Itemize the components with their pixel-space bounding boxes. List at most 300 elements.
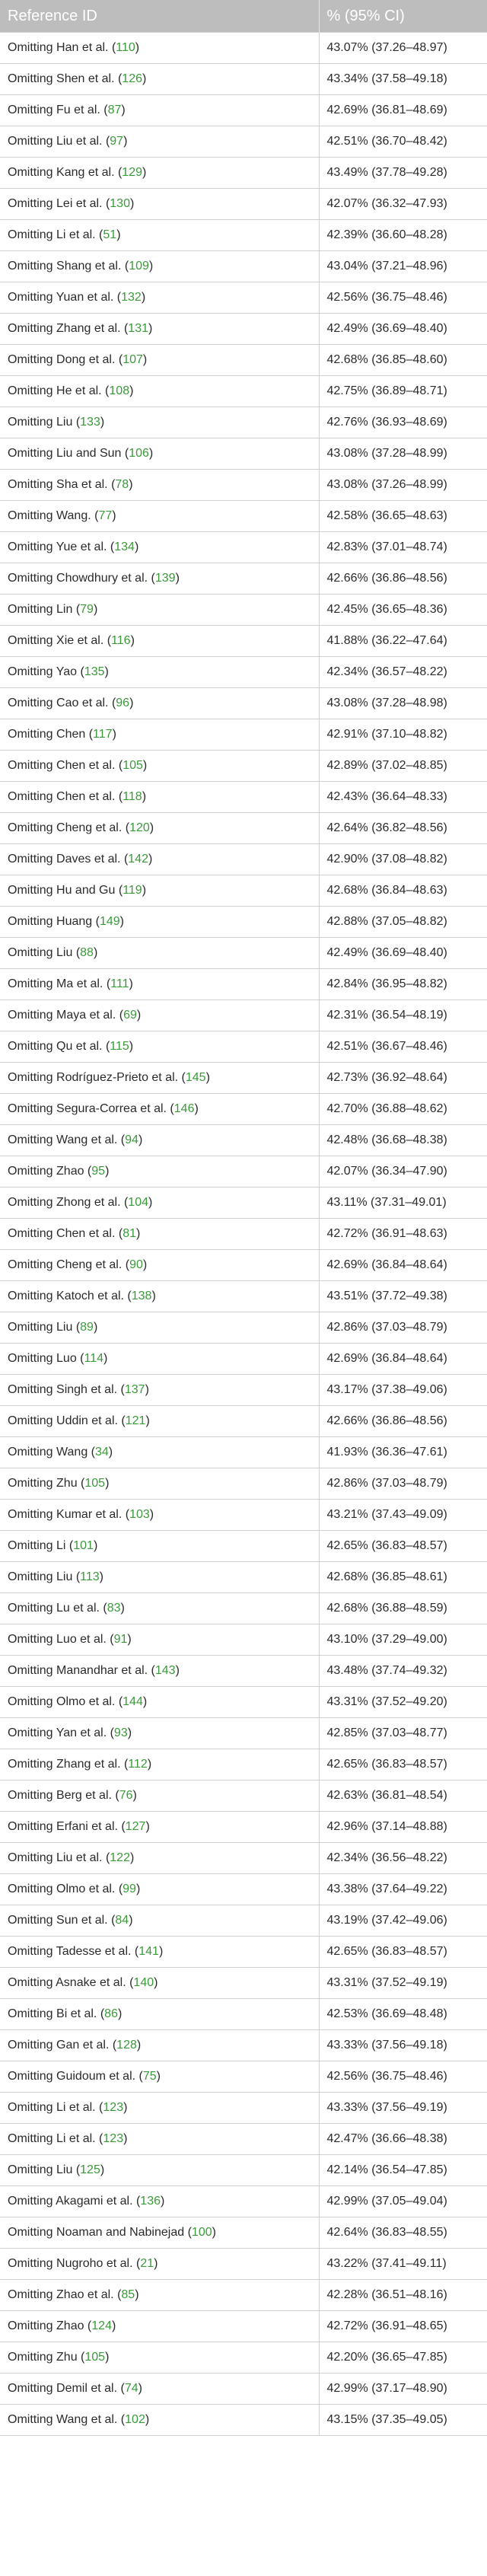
close-paren: )	[148, 853, 153, 866]
table-row	[0, 1531, 487, 1562]
close-paren: )	[154, 1976, 158, 1989]
reference-name: Omitting Liu and Sun	[8, 447, 122, 460]
reference-name: Omitting Asnake et al.	[8, 1976, 126, 1989]
citation-link[interactable]: 131	[128, 322, 148, 335]
reference-name: Omitting Wang.	[8, 509, 91, 522]
open-paren: (	[84, 2319, 92, 2332]
percent-ci-cell: 42.75% (36.89–48.71)	[319, 376, 487, 407]
citation-link[interactable]: 88	[80, 946, 94, 959]
close-paren: )	[149, 1508, 154, 1521]
reference-name: Omitting Fu et al.	[8, 104, 100, 116]
open-paren: (	[113, 2288, 122, 2301]
close-paren: )	[145, 2413, 150, 2426]
open-paren: (	[117, 1133, 126, 1146]
table-row	[0, 95, 487, 126]
table-row	[0, 2186, 487, 2217]
percent-ci-cell: 42.39% (36.60–48.28)	[319, 220, 487, 251]
reference-name: Omitting Akagami et al.	[8, 2195, 133, 2208]
close-paren: )	[127, 1633, 132, 1646]
open-paren: (	[92, 915, 100, 928]
percent-ci-cell: 42.68% (36.84–48.63)	[319, 875, 487, 907]
citation-link[interactable]: 123	[103, 2132, 124, 2145]
percent-ci-cell: 42.07% (36.34–47.90)	[319, 1156, 487, 1188]
citation-link[interactable]: 81	[123, 1227, 136, 1240]
table-row	[0, 1219, 487, 1250]
citation-link[interactable]: 141	[138, 1945, 159, 1958]
citation-link[interactable]: 144	[123, 1695, 143, 1708]
citation-link[interactable]: 116	[111, 634, 131, 647]
citation-link[interactable]: 114	[84, 1352, 104, 1365]
citation-link[interactable]: 76	[119, 1789, 133, 1802]
citation-link[interactable]: 112	[128, 1758, 148, 1771]
open-paren: (	[101, 384, 110, 397]
close-paren: )	[93, 946, 98, 959]
reference-name: Omitting Xie et al.	[8, 634, 104, 647]
citation-link[interactable]: 51	[103, 228, 117, 241]
percent-ci-cell: 42.47% (36.66–48.38)	[319, 2124, 487, 2155]
open-paren: (	[99, 1602, 107, 1615]
citation-link[interactable]: 104	[128, 1196, 148, 1209]
citation-link[interactable]: 84	[115, 1914, 129, 1927]
percent-ci-cell: 42.90% (37.08–48.82)	[319, 844, 487, 875]
citation-link[interactable]: 125	[80, 2163, 100, 2176]
close-paren: )	[136, 2039, 142, 2052]
reference-cell	[0, 2342, 319, 2374]
open-paren: (	[109, 2039, 117, 2052]
citation-link[interactable]: 136	[140, 2195, 161, 2208]
citation-link[interactable]: 94	[125, 1133, 138, 1146]
citation-link[interactable]: 86	[104, 2007, 118, 2020]
citation-link[interactable]: 113	[80, 1570, 100, 1583]
reference-name: Omitting Zhao	[8, 2319, 84, 2332]
citation-link[interactable]: 69	[123, 1009, 137, 1022]
close-paren: )	[129, 977, 133, 990]
open-paren: (	[102, 1851, 110, 1864]
reference-cell	[0, 782, 319, 813]
close-paren: )	[127, 1726, 132, 1739]
reference-name: Omitting Zhao et al.	[8, 2288, 114, 2301]
percent-ci-cell: 42.68% (36.85–48.61)	[319, 1562, 487, 1593]
citation-link[interactable]: 95	[91, 1165, 106, 1178]
table-row	[0, 2280, 487, 2311]
reference-cell	[0, 938, 319, 969]
table-row	[0, 1031, 487, 1063]
citation-link[interactable]: 143	[154, 1664, 176, 1677]
citation-link[interactable]: 101	[73, 1539, 94, 1552]
reference-name: Omitting Tadesse et al.	[8, 1945, 132, 1958]
close-paren: )	[175, 1664, 180, 1677]
table-row	[0, 1843, 487, 1874]
reference-cell	[0, 126, 319, 158]
open-paren: (	[116, 1009, 124, 1022]
table-row	[0, 1250, 487, 1281]
citation-link[interactable]: 87	[107, 104, 122, 116]
reference-name: Omitting Rodríguez-Prieto et al.	[8, 1071, 179, 1084]
open-paren: (	[115, 884, 123, 897]
open-paren: (	[102, 197, 110, 210]
close-paren: )	[142, 353, 148, 366]
close-paren: )	[123, 2101, 128, 2114]
citation-link[interactable]: 85	[121, 2288, 135, 2301]
percent-ci-cell: 43.04% (37.21–48.96)	[319, 251, 487, 282]
reference-name: Omitting Demil et al.	[8, 2382, 118, 2395]
open-paren: (	[113, 291, 122, 304]
table-row	[0, 688, 487, 719]
reference-cell	[0, 2374, 319, 2405]
reference-cell	[0, 2405, 319, 2436]
citation-link[interactable]: 78	[115, 478, 129, 491]
citation-link[interactable]: 130	[110, 197, 130, 210]
citation-link[interactable]: 126	[122, 72, 142, 85]
open-paren: (	[117, 2382, 125, 2395]
citation-link[interactable]: 34	[95, 1446, 109, 1459]
reference-cell	[0, 220, 319, 251]
citation-link[interactable]: 142	[128, 853, 148, 866]
percent-ci-cell: 42.49% (36.69–48.40)	[319, 938, 487, 969]
reference-name: Omitting Chen et al.	[8, 790, 116, 803]
percent-ci-cell: 43.31% (37.52–49.19)	[319, 1968, 487, 1999]
percent-ci-cell: 42.89% (37.02–48.85)	[319, 751, 487, 782]
open-paren: (	[131, 1945, 139, 1958]
percent-ci-cell: 43.08% (37.28–48.99)	[319, 438, 487, 470]
citation-link[interactable]: 107	[123, 353, 143, 366]
citation-link[interactable]: 118	[123, 790, 142, 803]
citation-link[interactable]: 105	[84, 2351, 106, 2364]
close-paren: )	[148, 447, 154, 460]
table-row	[0, 1156, 487, 1188]
reference-cell	[0, 1250, 319, 1281]
reference-cell	[0, 189, 319, 220]
citation-link[interactable]: 21	[140, 2257, 154, 2270]
citation-link[interactable]: 103	[129, 1508, 150, 1521]
table-row	[0, 1781, 487, 1812]
table-row	[0, 1437, 487, 1468]
percent-ci-cell: 43.19% (37.42–49.06)	[319, 1905, 487, 1937]
open-paren: (	[97, 2007, 105, 2020]
close-paren: )	[108, 1446, 113, 1459]
table-row	[0, 626, 487, 657]
citation-link[interactable]: 109	[129, 260, 149, 273]
citation-link[interactable]: 91	[113, 1633, 128, 1646]
open-paren: (	[95, 2101, 103, 2114]
citation-link[interactable]: 127	[125, 1820, 146, 1833]
citation-link[interactable]: 93	[113, 1726, 128, 1739]
table-row	[0, 2030, 487, 2061]
citation-link[interactable]: 128	[116, 2039, 137, 2052]
reference-name: Omitting Kumar et al.	[8, 1508, 123, 1521]
percent-ci-cell: 42.45% (36.65–48.36)	[319, 595, 487, 626]
open-paren: (	[117, 1383, 125, 1396]
table-row	[0, 532, 487, 563]
reference-cell	[0, 1500, 319, 1531]
citation-link[interactable]: 123	[103, 2101, 124, 2114]
table-row	[0, 1718, 487, 1749]
citation-link[interactable]: 110	[116, 41, 135, 54]
reference-name: Omitting Liu et al.	[8, 135, 103, 148]
citation-link[interactable]: 146	[173, 1102, 195, 1115]
close-paren: )	[123, 2132, 128, 2145]
citation-link[interactable]: 97	[110, 135, 124, 148]
table-row	[0, 345, 487, 376]
reference-cell	[0, 2155, 319, 2186]
open-paren: (	[120, 1758, 129, 1771]
reference-name: Omitting Chen et al.	[8, 1227, 116, 1240]
reference-cell	[0, 376, 319, 407]
citation-link[interactable]: 100	[191, 2226, 212, 2239]
reference-name: Omitting Liu	[8, 1321, 73, 1334]
reference-name: Omitting Zhu	[8, 2351, 78, 2364]
table-row	[0, 595, 487, 626]
table-row	[0, 64, 487, 95]
reference-cell	[0, 1312, 319, 1344]
percent-ci-cell: 42.76% (36.93–48.69)	[319, 407, 487, 438]
reference-name: Omitting Olmo et al.	[8, 1883, 116, 1895]
citation-link[interactable]: 79	[80, 603, 94, 616]
open-paren: (	[114, 166, 123, 179]
percent-ci-cell: 42.34% (36.57–48.22)	[319, 657, 487, 688]
citation-link[interactable]: 140	[133, 1976, 154, 1989]
reference-name: Omitting Liu	[8, 1570, 73, 1583]
reference-cell	[0, 1219, 319, 1250]
table-row	[0, 438, 487, 470]
open-paren: (	[84, 1165, 92, 1178]
reference-name: Omitting Zhao	[8, 1165, 84, 1178]
reference-name: Omitting Daves et al.	[8, 853, 121, 866]
table-row	[0, 1406, 487, 1437]
table-row	[0, 1656, 487, 1687]
close-paren: )	[212, 2226, 216, 2239]
reference-name: Omitting Liu et al.	[8, 1851, 103, 1864]
reference-name: Omitting Yao	[8, 665, 78, 678]
citation-link[interactable]: 134	[114, 540, 135, 553]
reference-cell	[0, 1406, 319, 1437]
reference-cell	[0, 688, 319, 719]
table-row	[0, 314, 487, 345]
reference-name: Omitting Bi et al.	[8, 2007, 97, 2020]
citation-link[interactable]: 138	[131, 1290, 152, 1302]
percent-ci-cell: 42.58% (36.65–48.63)	[319, 501, 487, 532]
reference-cell	[0, 1562, 319, 1593]
table-row	[0, 220, 487, 251]
reference-cell	[0, 719, 319, 751]
reference-name: Omitting Uddin et al.	[8, 1414, 118, 1427]
close-paren: )	[105, 2351, 110, 2364]
citation-link[interactable]: 77	[98, 509, 113, 522]
percent-ci-cell: 42.83% (37.01–48.74)	[319, 532, 487, 563]
open-paren: (	[122, 1508, 130, 1521]
reference-name: Omitting Shen et al.	[8, 72, 115, 85]
close-paren: )	[148, 322, 153, 335]
open-paren: (	[102, 1040, 110, 1053]
reference-cell	[0, 33, 319, 64]
percent-ci-cell: 42.49% (36.69–48.40)	[319, 314, 487, 345]
reference-cell	[0, 844, 319, 875]
percent-ci-cell: 42.64% (36.83–48.55)	[319, 2217, 487, 2249]
percent-ci-cell: 43.17% (37.38–49.06)	[319, 1375, 487, 1406]
close-paren: )	[156, 2070, 161, 2083]
reference-name: Omitting Chen et al.	[8, 759, 116, 772]
table-row	[0, 938, 487, 969]
percent-ci-cell: 42.73% (36.92–48.64)	[319, 1063, 487, 1094]
close-paren: )	[154, 2257, 158, 2270]
citation-link[interactable]: 121	[125, 1414, 146, 1427]
reference-cell	[0, 2186, 319, 2217]
open-paren: (	[72, 946, 81, 959]
reference-name: Omitting Yan et al.	[8, 1726, 107, 1739]
percent-ci-cell: 42.72% (36.91–48.65)	[319, 2311, 487, 2342]
reference-cell	[0, 563, 319, 595]
reference-cell	[0, 1593, 319, 1624]
reference-name: Omitting Singh et al.	[8, 1383, 118, 1396]
citation-link[interactable]: 122	[110, 1851, 130, 1864]
reference-cell	[0, 1937, 319, 1968]
citation-link[interactable]: 119	[123, 884, 142, 897]
citation-link[interactable]: 111	[110, 977, 129, 990]
open-paren: (	[121, 260, 129, 273]
citation-link[interactable]: 149	[99, 915, 120, 928]
reference-name: Omitting Sha et al.	[8, 478, 108, 491]
open-paren: (	[72, 603, 81, 616]
close-paren: )	[142, 1258, 148, 1271]
table-row	[0, 751, 487, 782]
citation-link[interactable]: 139	[154, 572, 176, 585]
citation-link[interactable]: 83	[107, 1602, 121, 1615]
reference-cell	[0, 1468, 319, 1500]
table-row	[0, 782, 487, 813]
citation-link[interactable]: 132	[121, 291, 142, 304]
table-row	[0, 969, 487, 1000]
table-row	[0, 1999, 487, 2030]
reference-name: Omitting Olmo et al.	[8, 1695, 116, 1708]
close-paren: )	[158, 1945, 164, 1958]
close-paren: )	[129, 384, 134, 397]
table-row	[0, 1312, 487, 1344]
reference-cell	[0, 1874, 319, 1905]
table-row	[0, 657, 487, 688]
table-row	[0, 1000, 487, 1031]
percent-ci-cell: 42.56% (36.75–48.46)	[319, 282, 487, 314]
open-paren: (	[106, 1633, 114, 1646]
reference-name: Omitting Wang et al.	[8, 2413, 118, 2426]
percent-ci-cell: 42.66% (36.86–48.56)	[319, 563, 487, 595]
table-row	[0, 251, 487, 282]
close-paren: )	[145, 1414, 150, 1427]
citation-link[interactable]: 115	[110, 1040, 129, 1053]
citation-link[interactable]: 129	[122, 166, 142, 179]
percent-ci-cell: 43.49% (37.78–49.28)	[319, 158, 487, 189]
reference-name: Omitting Chen	[8, 728, 86, 741]
reference-name: Omitting He et al.	[8, 384, 102, 397]
reference-cell	[0, 1375, 319, 1406]
citation-link[interactable]: 145	[185, 1071, 206, 1084]
table-row	[0, 1375, 487, 1406]
reference-cell	[0, 282, 319, 314]
table-row	[0, 719, 487, 751]
reference-cell	[0, 2093, 319, 2124]
table-row	[0, 907, 487, 938]
open-paren: (	[166, 1102, 174, 1115]
open-paren: (	[107, 1726, 114, 1739]
close-paren: )	[130, 634, 135, 647]
citation-link[interactable]: 105	[123, 759, 143, 772]
close-paren: )	[194, 1102, 199, 1115]
close-paren: )	[93, 1539, 98, 1552]
reference-name: Omitting Zhang et al.	[8, 1758, 121, 1771]
citation-link[interactable]: 133	[80, 416, 100, 429]
citation-link[interactable]: 90	[129, 1258, 143, 1271]
close-paren: )	[112, 509, 116, 522]
open-paren: (	[108, 697, 116, 709]
percent-ci-cell: 43.48% (37.74–49.32)	[319, 1656, 487, 1687]
citation-link[interactable]: 106	[129, 447, 149, 460]
reference-name: Omitting Maya et al.	[8, 1009, 116, 1022]
citation-link[interactable]: 75	[142, 2070, 157, 2083]
citation-link[interactable]: 99	[123, 1883, 136, 1895]
close-paren: )	[119, 915, 124, 928]
citation-link[interactable]: 120	[129, 821, 150, 834]
citation-link[interactable]: 137	[124, 1383, 145, 1396]
table-row	[0, 2374, 487, 2405]
close-paren: )	[93, 1321, 98, 1334]
close-paren: )	[129, 1040, 134, 1053]
reference-name: Omitting Lei et al.	[8, 197, 103, 210]
reference-name: Omitting Zhong et al.	[8, 1196, 121, 1209]
citation-link[interactable]: 124	[91, 2319, 112, 2332]
table-row	[0, 2249, 487, 2280]
close-paren: )	[121, 104, 126, 116]
reference-cell	[0, 657, 319, 688]
citation-link[interactable]: 105	[84, 1477, 106, 1490]
percent-ci-cell: 43.31% (37.52–49.20)	[319, 1687, 487, 1718]
table-row	[0, 407, 487, 438]
close-paren: )	[142, 884, 147, 897]
open-paren: (	[77, 2351, 85, 2364]
open-paren: (	[72, 1570, 81, 1583]
close-paren: )	[104, 665, 109, 678]
table-row	[0, 1188, 487, 1219]
reference-name: Omitting Berg et al.	[8, 1789, 112, 1802]
citation-link[interactable]: 108	[109, 384, 130, 397]
reference-name: Omitting Li	[8, 1539, 66, 1552]
table-row	[0, 1468, 487, 1500]
citation-link[interactable]: 96	[116, 697, 130, 709]
citation-link[interactable]: 74	[124, 2382, 138, 2395]
reference-name: Omitting Luo	[8, 1352, 77, 1365]
reference-cell	[0, 595, 319, 626]
close-paren: )	[142, 72, 147, 85]
close-paren: )	[148, 1196, 153, 1209]
citation-link[interactable]: 117	[93, 728, 113, 741]
percent-ci-cell: 43.33% (37.56–49.19)	[319, 2093, 487, 2124]
open-paren: (	[102, 135, 110, 148]
citation-link[interactable]: 135	[84, 665, 105, 678]
citation-link[interactable]: 102	[125, 2413, 145, 2426]
table-row	[0, 2155, 487, 2186]
reference-name: Omitting Wang et al.	[8, 1133, 118, 1146]
open-paren: (	[103, 634, 112, 647]
table-row	[0, 844, 487, 875]
table-row	[0, 1063, 487, 1094]
close-paren: )	[129, 1851, 135, 1864]
open-paren: (	[120, 322, 129, 335]
reference-cell	[0, 251, 319, 282]
table-row	[0, 2124, 487, 2155]
citation-link[interactable]: 89	[80, 1321, 94, 1334]
close-paren: )	[99, 1570, 103, 1583]
percent-ci-cell: 43.33% (37.56–49.18)	[319, 2030, 487, 2061]
open-paren: (	[100, 104, 108, 116]
percent-ci-cell: 42.69% (36.84–48.64)	[319, 1250, 487, 1281]
